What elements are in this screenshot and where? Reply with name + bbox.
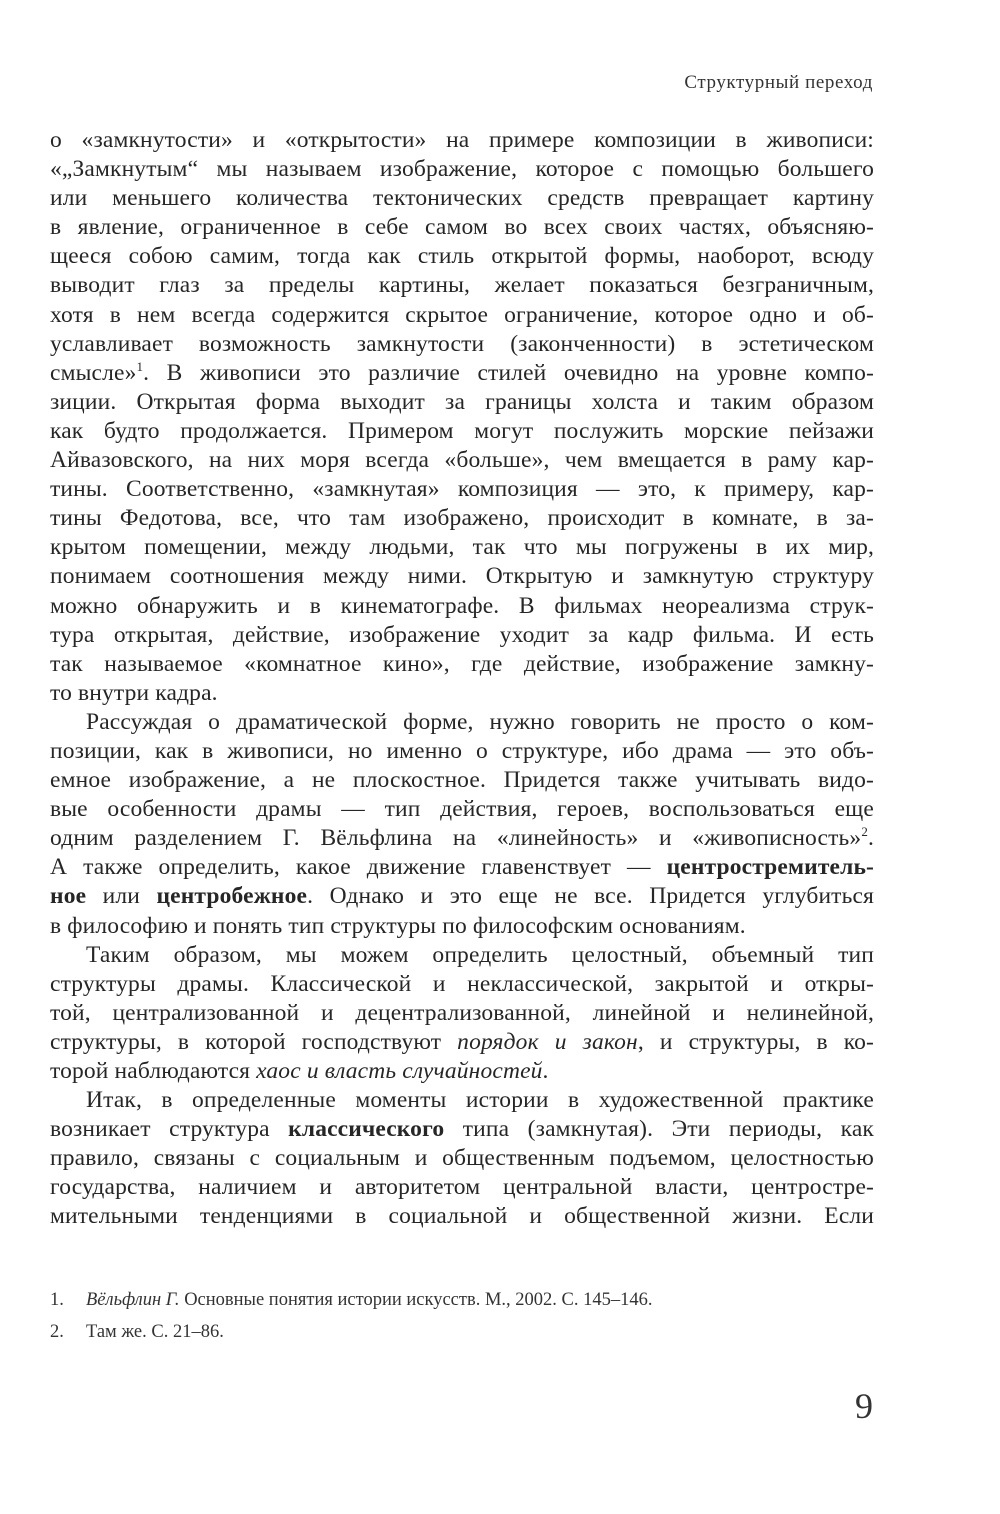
- text-line: мительными тенденциями в социальной и общественной жизни. Если: [50, 1203, 874, 1230]
- text-run: структуры, в которой господствуют: [50, 1028, 458, 1055]
- running-head: Структурный переход: [684, 72, 873, 93]
- text-line: тура открытая, действие, изображение уходит за кадр фильма. И есть: [50, 621, 874, 648]
- text-run: , и структуры, в ко-: [637, 1028, 874, 1055]
- footnote-author: Вёльфлин Г.: [86, 1290, 180, 1310]
- text-run: одним разделением Г. Вёльфлина на «линейность» и «живописность»: [50, 825, 862, 852]
- text-run: . Однако и это еще не все. Придется углубиться: [307, 883, 874, 910]
- text-line: Айвазовского, на них моря всегда «больше», чем вмещается в раму кар-: [50, 447, 874, 474]
- text-run: или: [86, 883, 157, 910]
- text-line: [50, 1028, 874, 1057]
- text-line: можно обнаружить и в кинематографе. В фильмах неореализма струк-: [50, 592, 874, 619]
- text-line: тины. Соответственно, «замкнутая» композиция — это, к примеру, кар-: [50, 476, 874, 503]
- text-line: [50, 1115, 874, 1144]
- page-number: 9: [855, 1386, 873, 1426]
- text-line: той, централизованной и децентрализованной, линейной и нелинейной,: [50, 999, 874, 1026]
- text-line: то внутри кадра.: [50, 679, 218, 706]
- footnote-ref-1[interactable]: 1: [136, 358, 144, 374]
- text-line: правило, связаны с социальным и общественным подъемом, целостностью: [50, 1145, 874, 1172]
- italic-term: хаос и власть случайностей: [256, 1058, 543, 1084]
- body-text: [50, 126, 874, 1232]
- text-run: смысле»: [50, 359, 137, 386]
- text-line: «„Замкнутым“ мы называем изображение, которое с помощью большего: [50, 156, 874, 183]
- text-run: .: [542, 1058, 549, 1084]
- footnote-number: 1.: [50, 1290, 64, 1310]
- footnote-number: 2.: [50, 1322, 64, 1342]
- text-line: [50, 359, 874, 388]
- text-line: [50, 853, 874, 882]
- bold-term: центростремитель-: [666, 854, 874, 881]
- text-line: государства, наличием и авторитетом центральной власти, центростре-: [50, 1174, 874, 1201]
- text-line: Итак, в определенные моменты истории в художественной практике: [86, 1087, 874, 1114]
- text-run: возникает структура: [50, 1116, 289, 1143]
- footnote-2: [50, 1316, 874, 1348]
- text-line: зиции. Открытая форма выходит за границы холста и таким образом: [50, 388, 874, 415]
- text-line: хотя в нем всегда содержится скрытое ограничение, которое одно и об-: [50, 301, 874, 328]
- text-line: в явление, ограниченное в себе самом во всех своих частях, объясняю-: [50, 214, 874, 241]
- footnote-ref-2[interactable]: 2: [861, 824, 868, 840]
- text-line: вые особенности драмы — тип действия, героев, воспользоваться еще: [50, 796, 874, 823]
- footnote-text: Основные понятия истории искусств. М., 2002. С. 145–146.: [179, 1290, 653, 1310]
- text-line: емное изображение, а не плоскостное. Придется также учитывать видо-: [50, 767, 874, 794]
- text-line: [50, 1057, 874, 1086]
- bold-term: ное: [50, 883, 87, 910]
- text-line: как будто продолжается. Примером могут послужить морские пейзажи: [50, 417, 874, 444]
- text-line: Рассуждая о драматической форме, нужно говорить не просто о ком-: [86, 708, 874, 735]
- text-line: позиции, как в живописи, но именно о структуре, ибо драма — это объ-: [50, 737, 874, 764]
- text-line: или меньшего количества тектонических средств превращает картину: [50, 185, 874, 212]
- text-run: торой наблюдаются: [50, 1058, 257, 1084]
- text-line: понимаем соотношения между ними. Открытую и замкнутую структуру: [50, 563, 874, 590]
- footnote-text: Там же. С. 21–86.: [86, 1322, 224, 1342]
- text-run: типа (замкнутая). Эти периоды, как: [444, 1116, 874, 1143]
- text-run: А также определить, какое движение главенствует —: [50, 854, 667, 881]
- bold-term: классического: [288, 1116, 445, 1143]
- text-line: Таким образом, мы можем определить целостный, объемный тип: [86, 941, 874, 968]
- text-line: крытом помещении, между людьми, так что мы погружены в их мир,: [50, 534, 874, 561]
- footnote-1: [50, 1284, 874, 1316]
- text-line: [50, 824, 874, 853]
- text-line: о «замкнутости» и «открытости» на примере композиции в живописи:: [50, 127, 874, 153]
- bold-term: центробежное: [156, 883, 308, 910]
- text-line: тины Федотова, все, что там изображено, происходит в комнате, в за-: [50, 505, 874, 532]
- text-line: так называемое «комнатное кино», где действие, изображение замкну-: [50, 650, 874, 677]
- text-line: уславливает возможность замкнутости (законченности) в эстетическом: [50, 330, 874, 357]
- italic-term: порядок и закон: [457, 1028, 638, 1055]
- text-line: в философию и понять тип структуры по философским основаниям.: [50, 912, 746, 939]
- text-line: щееся собою самим, тогда как стиль открытой формы, наоборот, всюду: [50, 243, 874, 270]
- text-run: . В живописи это различие стилей очевидно на уровне компо-: [143, 359, 874, 386]
- text-line: выводит глаз за пределы картины, желает показаться безграничным,: [50, 272, 874, 299]
- footnotes: [50, 1284, 874, 1348]
- text-line: [50, 882, 874, 911]
- text-line: структуры драмы. Классической и неклассической, закрытой и откры-: [50, 970, 874, 997]
- text-run: .: [867, 825, 874, 852]
